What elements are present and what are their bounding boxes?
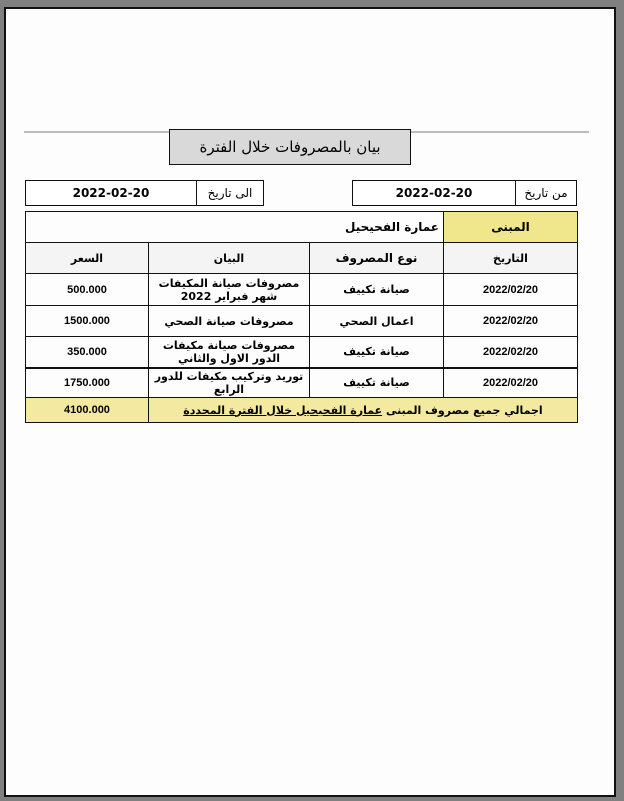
from-date-value [352,180,516,206]
from-date-label-text: من تاريخ [524,186,568,200]
row-type: اعمال الصحي [310,306,444,337]
total-row [26,398,578,423]
to-date-label [196,180,264,206]
building-label: المبنى [444,212,578,243]
header-price: السعر [26,243,149,274]
total-value: 4100.000 [26,398,149,423]
row-date: 2022/02/20 [444,274,578,306]
row-type: صيانة تكييف [310,274,444,306]
total-label-building: عمارة الفحيحيل [295,403,383,417]
expenses-table [25,211,578,423]
header-date: التاريخ [444,243,578,274]
table-row [26,274,578,306]
to-date-text: 2022-02-20 [72,186,150,200]
table-header-row [26,243,578,274]
building-row [26,212,578,243]
row-date: 2022/02/20 [444,368,578,398]
building-name: عمارة الفحيحيل [26,212,444,243]
from-date-label [515,180,577,206]
report-title [169,129,411,165]
row-price: 350.000 [26,337,149,368]
table-row [26,368,578,398]
total-label [149,398,578,423]
header-type: نوع المصروف [310,243,444,274]
row-description: مصروفات صيانة الصحي [149,306,310,337]
row-date: 2022/02/20 [444,337,578,368]
row-date: 2022/02/20 [444,306,578,337]
row-price: 1750.000 [26,368,149,398]
table-row [26,306,578,337]
row-type: صيانة تكييف [310,368,444,398]
row-description: توريد وتركيب مكيفات للدور الرابع [149,368,310,398]
report-title-text: بيان بالمصروفات خلال الفترة [199,138,381,156]
row-price: 500.000 [26,274,149,306]
from-date-text: 2022-02-20 [395,186,473,200]
row-description: مصروفات صيانة المكيفات شهر فبراير 2022 [149,274,310,306]
row-description: مصروفات صيانة مكيفات الدور الاول والثاني [149,337,310,368]
table-row [26,337,578,368]
total-label-suffix: خلال الفترة المحددة [183,403,296,417]
total-label-prefix: اجمالي جميع مصروف المبنى [382,403,543,417]
to-date-value [25,180,197,206]
row-type: صيانة تكييف [310,337,444,368]
to-date-label-text: الى تاريخ [207,186,253,200]
row-price: 1500.000 [26,306,149,337]
header-description: البيان [149,243,310,274]
